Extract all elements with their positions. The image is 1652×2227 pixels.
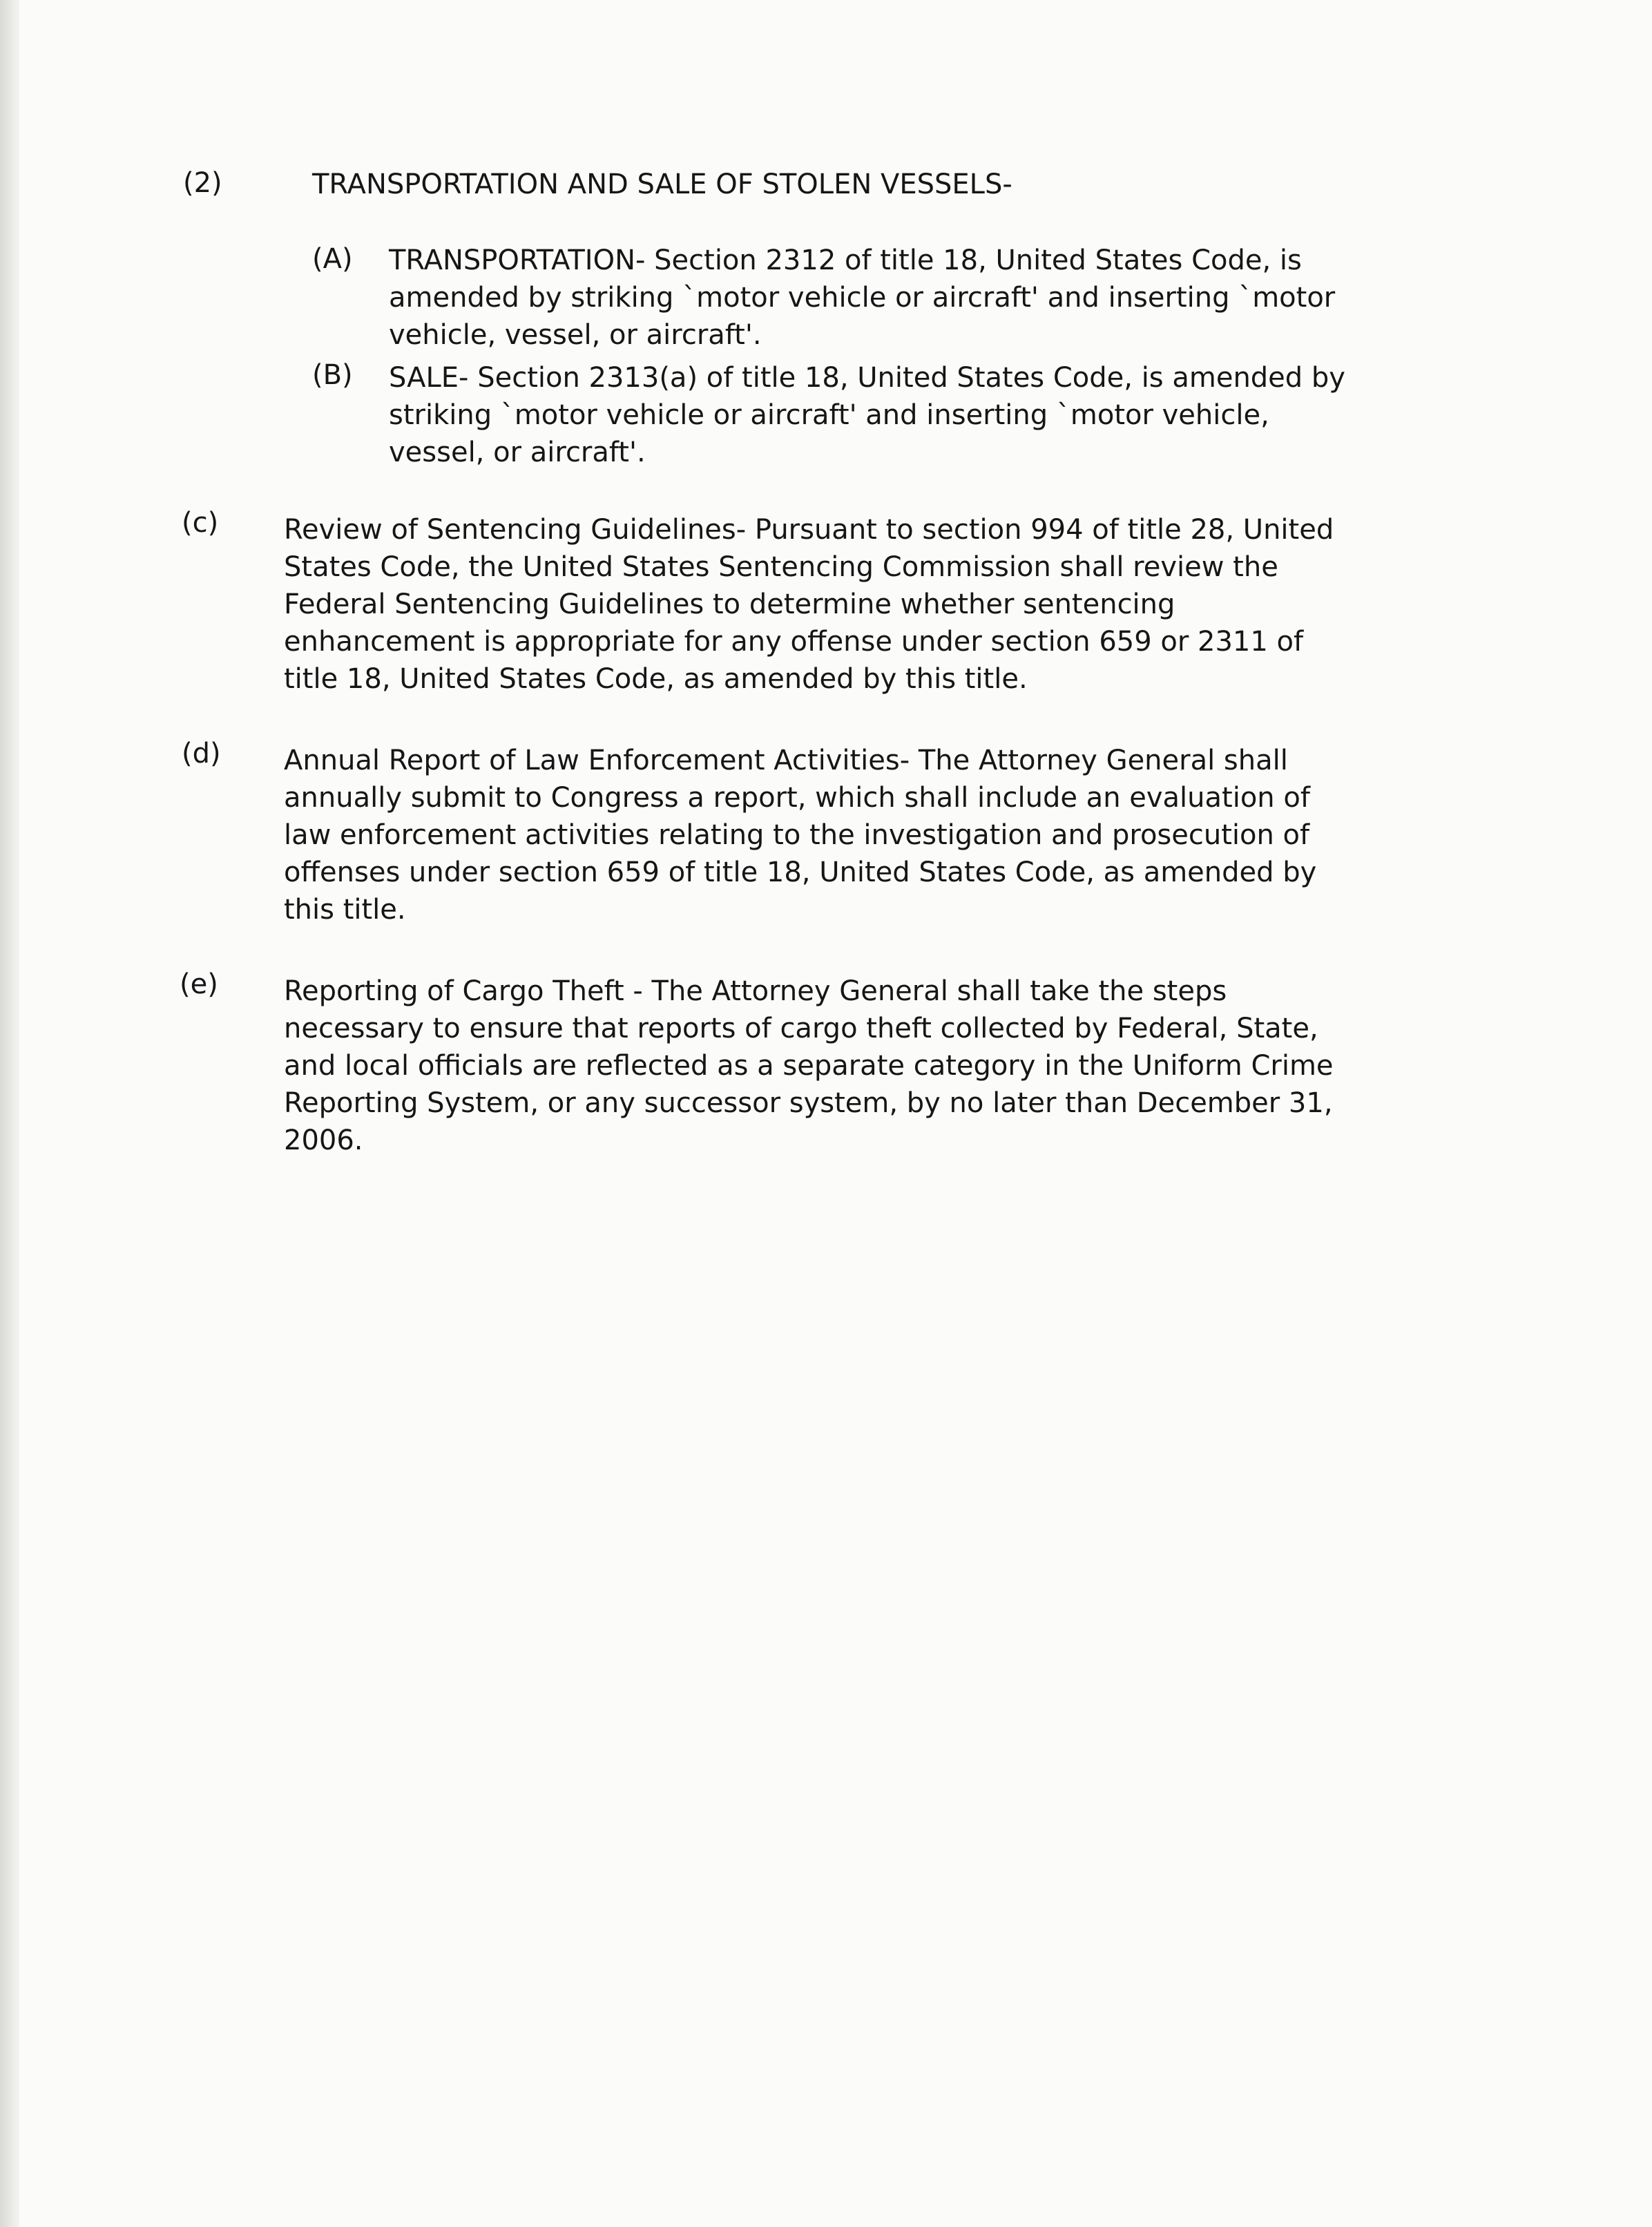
text-line: amended by striking `motor vehicle or aircraft' and inserting `motor [389, 282, 1336, 314]
text-line: vessel, or aircraft'. [389, 437, 646, 468]
section-c-text [284, 511, 1334, 698]
text-line: Federal Sentencing Guidelines to determine whether sentencing [284, 589, 1175, 620]
section-d-text [284, 742, 1316, 928]
section-e-text [284, 973, 1334, 1159]
text-line: 2006. [284, 1125, 363, 1156]
section-2-heading: TRANSPORTATION AND SALE OF STOLEN VESSELS- [312, 169, 1012, 200]
text-line: title 18, United States Code, as amended by this title. [284, 663, 1028, 695]
text-line: vehicle, vessel, or aircraft'. [389, 319, 762, 351]
text-line: enhancement is appropriate for any offense under section 659 or 2311 of [284, 626, 1304, 658]
text-line: and local officials are reflected as a separate category in the Uniform Crime [284, 1050, 1334, 1082]
section-d-label: (d) [182, 738, 221, 770]
section-2-label: (2) [183, 167, 222, 199]
text-line: SALE- Section 2313(a) of title 18, United States Code, is amended by [389, 362, 1345, 394]
text-line: States Code, the United States Sentencing Commission shall review the [284, 551, 1278, 583]
item-b-label: (B) [312, 359, 353, 391]
text-line: annually submit to Congress a report, which shall include an evaluation of [284, 782, 1310, 814]
text-line: Reporting of Cargo Theft - The Attorney General shall take the steps [284, 975, 1227, 1007]
text-line: Annual Report of Law Enforcement Activities- The Attorney General shall [284, 745, 1288, 776]
item-a-label: (A) [312, 243, 353, 275]
item-a-text [389, 242, 1335, 354]
scan-edge-shadow [0, 0, 19, 2227]
text-line: law enforcement activities relating to the investigation and prosecution of [284, 819, 1310, 851]
text-line: this title. [284, 894, 406, 926]
text-line: TRANSPORTATION- Section 2312 of title 18, United States Code, is [389, 245, 1302, 276]
text-line: necessary to ensure that reports of cargo theft collected by Federal, State, [284, 1013, 1318, 1044]
text-line: Review of Sentencing Guidelines- Pursuant to section 994 of title 28, United [284, 514, 1334, 546]
text-line: striking `motor vehicle or aircraft' and inserting `motor vehicle, [389, 399, 1269, 431]
text-line: offenses under section 659 of title 18, United States Code, as amended by [284, 857, 1317, 888]
item-b-text [389, 359, 1345, 471]
text-line: Reporting System, or any successor system, by no later than December 31, [284, 1087, 1333, 1119]
section-e-label: (e) [180, 968, 218, 1000]
section-c-label: (c) [182, 507, 219, 539]
